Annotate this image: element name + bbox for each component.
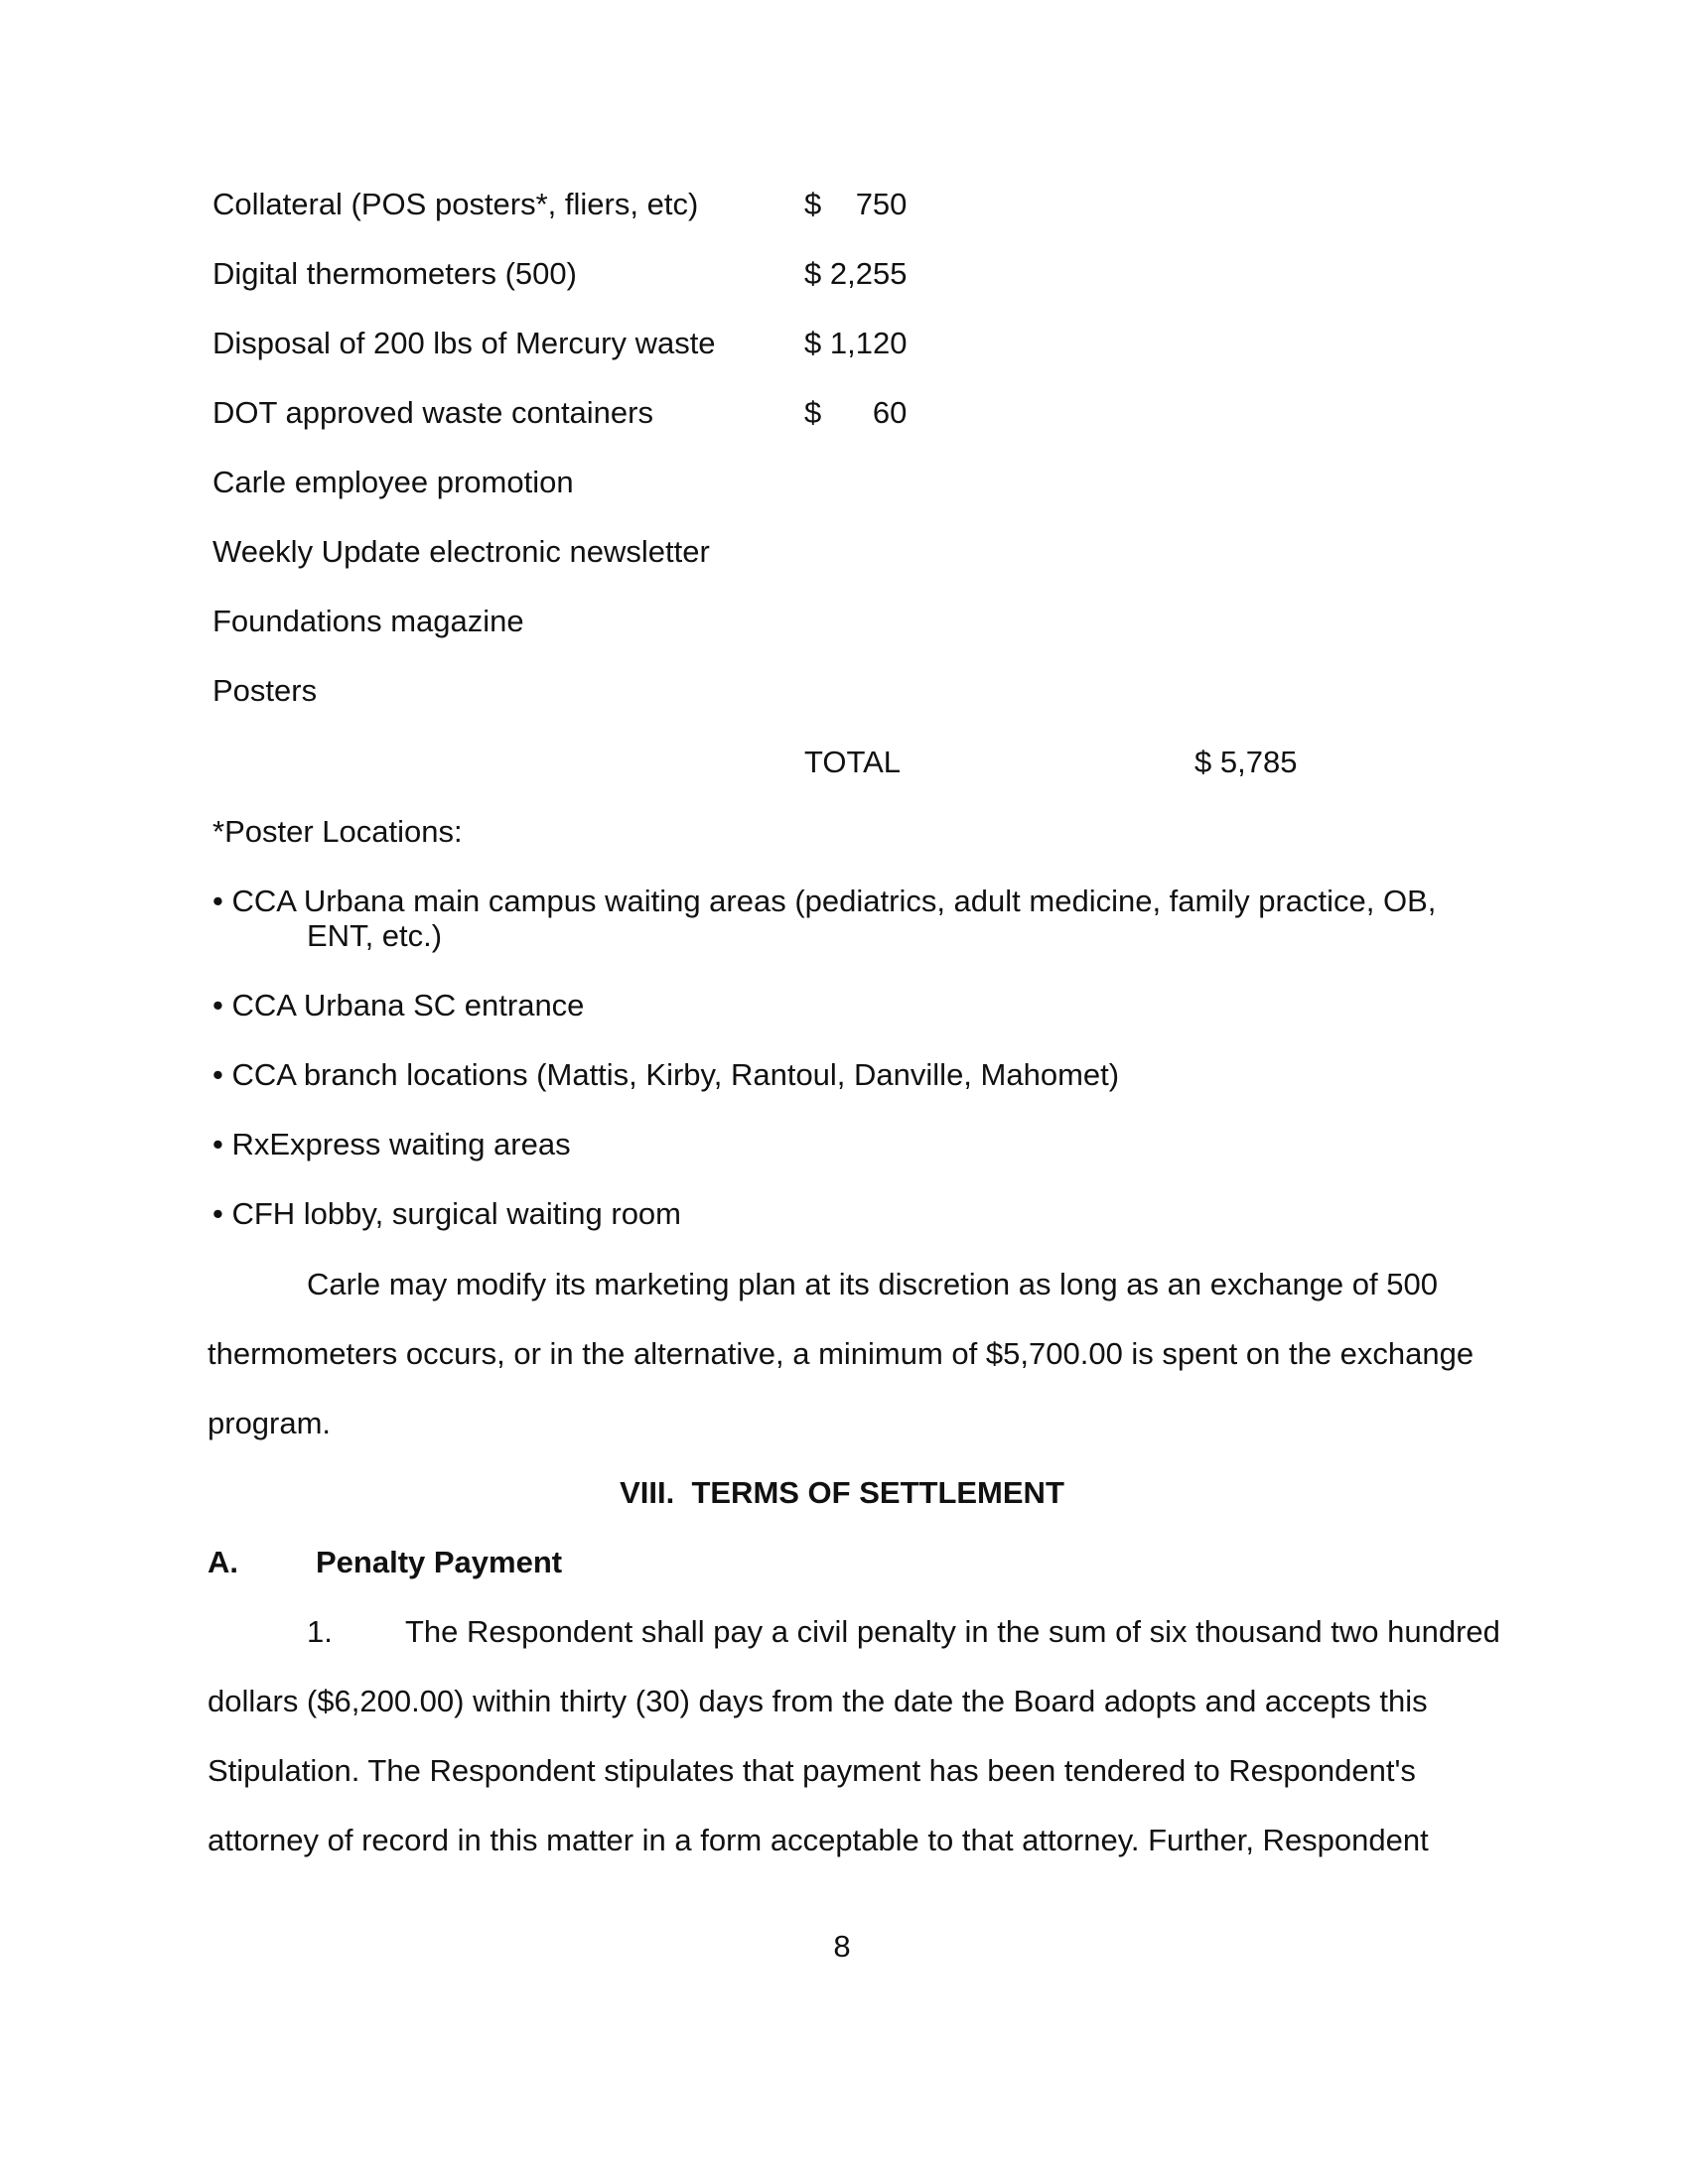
cost-item-amount: $ 1,120 — [804, 326, 908, 360]
list-item: • CCA branch locations (Mattis, Kirby, Rantoul, Danville, Mahomet) — [212, 1057, 1120, 1092]
cost-item-amount: $ 2,255 — [804, 256, 908, 291]
list-item: • CCA Urbana SC entrance — [212, 988, 585, 1023]
total-label: TOTAL — [804, 745, 902, 779]
cost-item-label: Collateral (POS posters*, fliers, etc) — [212, 187, 699, 221]
paragraph-line: Carle may modify its marketing plan at its discretion as long as an exchange of 500 — [307, 1267, 1438, 1301]
paragraph-line: program. — [208, 1406, 332, 1440]
paragraph-number: 1. — [307, 1614, 333, 1649]
page-number: 8 — [833, 1929, 851, 1964]
paragraph-line: attorney of record in this matter in a form acceptable to that attorney. Further, Respondent — [208, 1823, 1429, 1857]
list-item: • CFH lobby, surgical waiting room — [212, 1196, 681, 1231]
paragraph-line: dollars ($6,200.00) within thirty (30) days from the date the Board adopts and accepts this — [208, 1684, 1428, 1718]
cost-item-label: Posters — [212, 673, 318, 708]
cost-item-amount: $ 60 — [804, 395, 908, 430]
list-item: • CCA Urbana main campus waiting areas (pediatrics, adult medicine, family practice, OB, — [212, 884, 1437, 918]
list-item: • RxExpress waiting areas — [212, 1127, 571, 1161]
poster-locations-heading: *Poster Locations: — [212, 814, 463, 849]
subsection-letter: A. — [208, 1545, 238, 1579]
cost-item-amount: $ 750 — [804, 187, 908, 221]
total-amount: $ 5,785 — [1194, 745, 1298, 779]
paragraph-line: Stipulation. The Respondent stipulates that payment has been tendered to Respondent's — [208, 1753, 1416, 1788]
cost-item-label: Foundations magazine — [212, 604, 524, 638]
list-item-continuation: ENT, etc.) — [307, 918, 443, 953]
cost-item-label: Digital thermometers (500) — [212, 256, 577, 291]
cost-item-label: Disposal of 200 lbs of Mercury waste — [212, 326, 716, 360]
section-heading: VIII. TERMS OF SETTLEMENT — [620, 1475, 1064, 1510]
subsection-title: Penalty Payment — [316, 1545, 563, 1579]
cost-item-label: Weekly Update electronic newsletter — [212, 534, 710, 569]
cost-item-label: Carle employee promotion — [212, 465, 574, 499]
cost-item-label: DOT approved waste containers — [212, 395, 653, 430]
paragraph-line: The Respondent shall pay a civil penalty in the sum of six thousand two hundred — [405, 1614, 1500, 1649]
paragraph-line: thermometers occurs, or in the alternative, a minimum of $5,700.00 is spent on the exchange — [208, 1336, 1474, 1371]
